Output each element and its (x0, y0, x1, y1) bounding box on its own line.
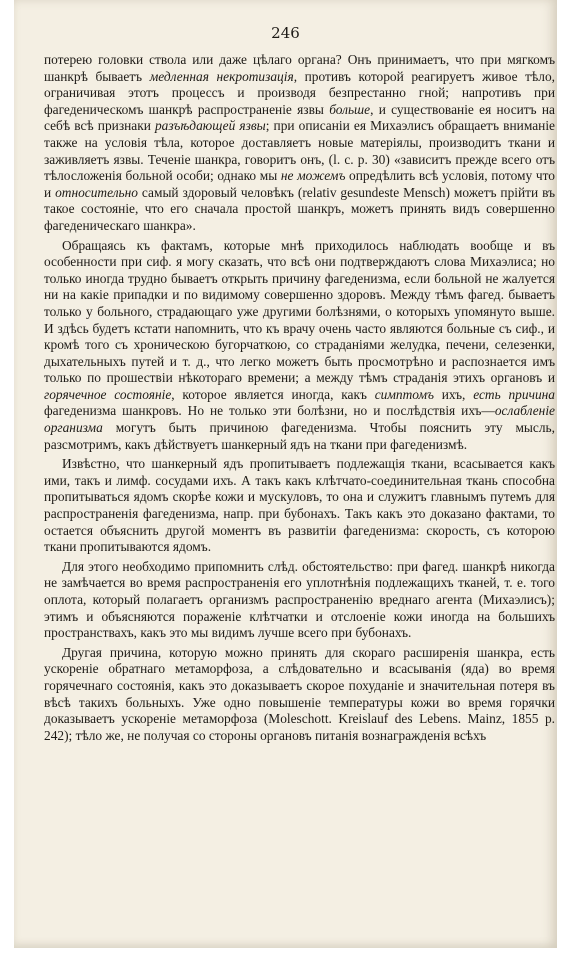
text-run: опредѣлить всѣ условія, потому что и (44, 168, 555, 200)
text-run: , и существованіе ея носитъ на себѣ всѣ признаки (44, 101, 555, 134)
text-run: Обращаясь къ фактамъ, которые мнѣ приходилось наблюдать вообще и въ особенности при сиф. я могу сказать, что всѣ они подтверждаютъ слова Михаэлиса; но только иногда трудно бываетъ открыть причину фагеденизма, если больной не жалуется ни на какіе припадки и по видимому совершенно здоровъ. Между тѣмъ фагед. бываетъ только у больного, страдающаго уже другими болѣзнями, о которыхъ упомянуто выше. И здѣсь будетъ кстати напомнить, что къ врачу очень часто являются больные съ сиф., и кромѣ того съ хроническою бугорчаткою, со страданіями желудка, печени, селезенки, дыхательныхъ путей и т. д., что легко можетъ быть просмотрѣно и распознается имъ только по прошествіи нѣкотораго времени; а между тѣмъ страданія этихъ органовъ и (44, 237, 555, 386)
text-run: фагеденизма шанкровъ. Но не только эти болѣзни, но и послѣдствія ихъ— (44, 403, 495, 419)
text-run: , которое является иногда, какъ (171, 386, 375, 402)
emphasized-text: ослабленіе организма (44, 403, 555, 436)
emphasized-text: горячечное состояніе (44, 386, 172, 402)
text-run: могутъ быть причиною фагеденизма. Чтобы пояснить эту мысль, разсмотримъ, какъ дѣйствуетъ шанкерный ядъ на ткани при фагеденизмѣ. (44, 420, 555, 452)
text-run: Другая причина, которую можно принять для скораго расширенія шанкра, есть ускореніе обратнаго метаморфоза, а слѣдовательно и всасыванія (яда) во время горячечнаго состоянія, какъ это доказываетъ скорое похуданіе и значительная потеря въ вѣсѣ такихъ больныхъ. Уже одно повышеніе температуры кожи во время горячки доказываетъ ускореніе метаморфоза (Moleschott. Kreislauf des Lebens. Mainz, 1855 p. 242); тѣло же, не получая со стороны органовъ питанія вознагражденія всѣхъ (44, 644, 555, 743)
paragraph (44, 456, 555, 556)
page-number: 246 (271, 24, 300, 42)
emphasized-text: симптомъ (374, 386, 434, 402)
emphasized-text: есть причина (473, 386, 555, 402)
text-run: , противъ которой реагируетъ живое тѣло, ограничивая этотъ процессъ и производя безпрестанно гной; напротивъ при фагеденическомъ шанкрѣ распространеніе язвы (44, 68, 555, 117)
book-page (14, 0, 557, 948)
text-run: потерею головки ствола или даже цѣлаго органа? Онъ принимаетъ, что при мягкомъ шанкрѣ бываетъ (44, 52, 555, 84)
text-run: самый здоровый человѣкъ (relativ gesundeste Mensch) можетъ прійти въ такое состояніе, что его сначала простой шанкръ, можетъ принять видъ совершенно фагеденическаго шанкра». (44, 184, 556, 233)
text-run: ихъ, (433, 386, 474, 402)
text-run: ; при описаніи ея Михаэлисъ обращаетъ вниманіе также на условія тѣла, которое доставляетъ новые матеріялы, производитъ ткани и заживляетъ язвы. Теченіе шанкра, говоритъ онъ, (l. c. p. 30) «зависитъ прежде всего отъ тѣлосложенія больной особи; однако мы (44, 118, 555, 184)
text-run: Извѣстно, что шанкерный ядъ пропитываетъ подлежащія ткани, всасывается какъ ими, такъ и лимф. сосудами ихъ. А такъ какъ клѣтчато-соединительная ткань способна пропитываться ядомъ скорѣе кожи и мускуловъ, то она и служитъ главнымъ путемъ для распространенія фагеденизма, напр. при бубонахъ. Такъ какъ это доказано фактами, то остается объяснить другой моментъ въ развитіи фагеденизма: скорость, съ которою ткани пропитываются ядомъ. (44, 456, 555, 555)
emphasized-text: разъѣдающей язвы (154, 118, 266, 134)
emphasized-text: относительно (55, 184, 138, 200)
emphasized-text: больше (329, 101, 371, 117)
emphasized-text: не можемъ (280, 168, 346, 184)
paragraph (44, 645, 555, 745)
emphasized-text: медленная некротизація (149, 68, 294, 84)
body-text (44, 52, 555, 747)
paragraph (44, 559, 555, 642)
text-run: Для этого необходимо припомнить слѣд. обстоятельство: при фагед. шанкрѣ никогда не замѣчается во время распространенія его уплотнѣнія подлежащихъ тканей, т. е. того оплота, который полагаетъ организмъ распространенію вреднаго агента (Михаэлисъ); этимъ и объясняются пораженіе клѣтчатки и отслоеніе кожи иногда на большихъ пространствахъ, какъ это мы видимъ лучше всего при бубонахъ. (44, 558, 555, 641)
paragraph (44, 52, 555, 235)
paragraph (44, 238, 555, 454)
